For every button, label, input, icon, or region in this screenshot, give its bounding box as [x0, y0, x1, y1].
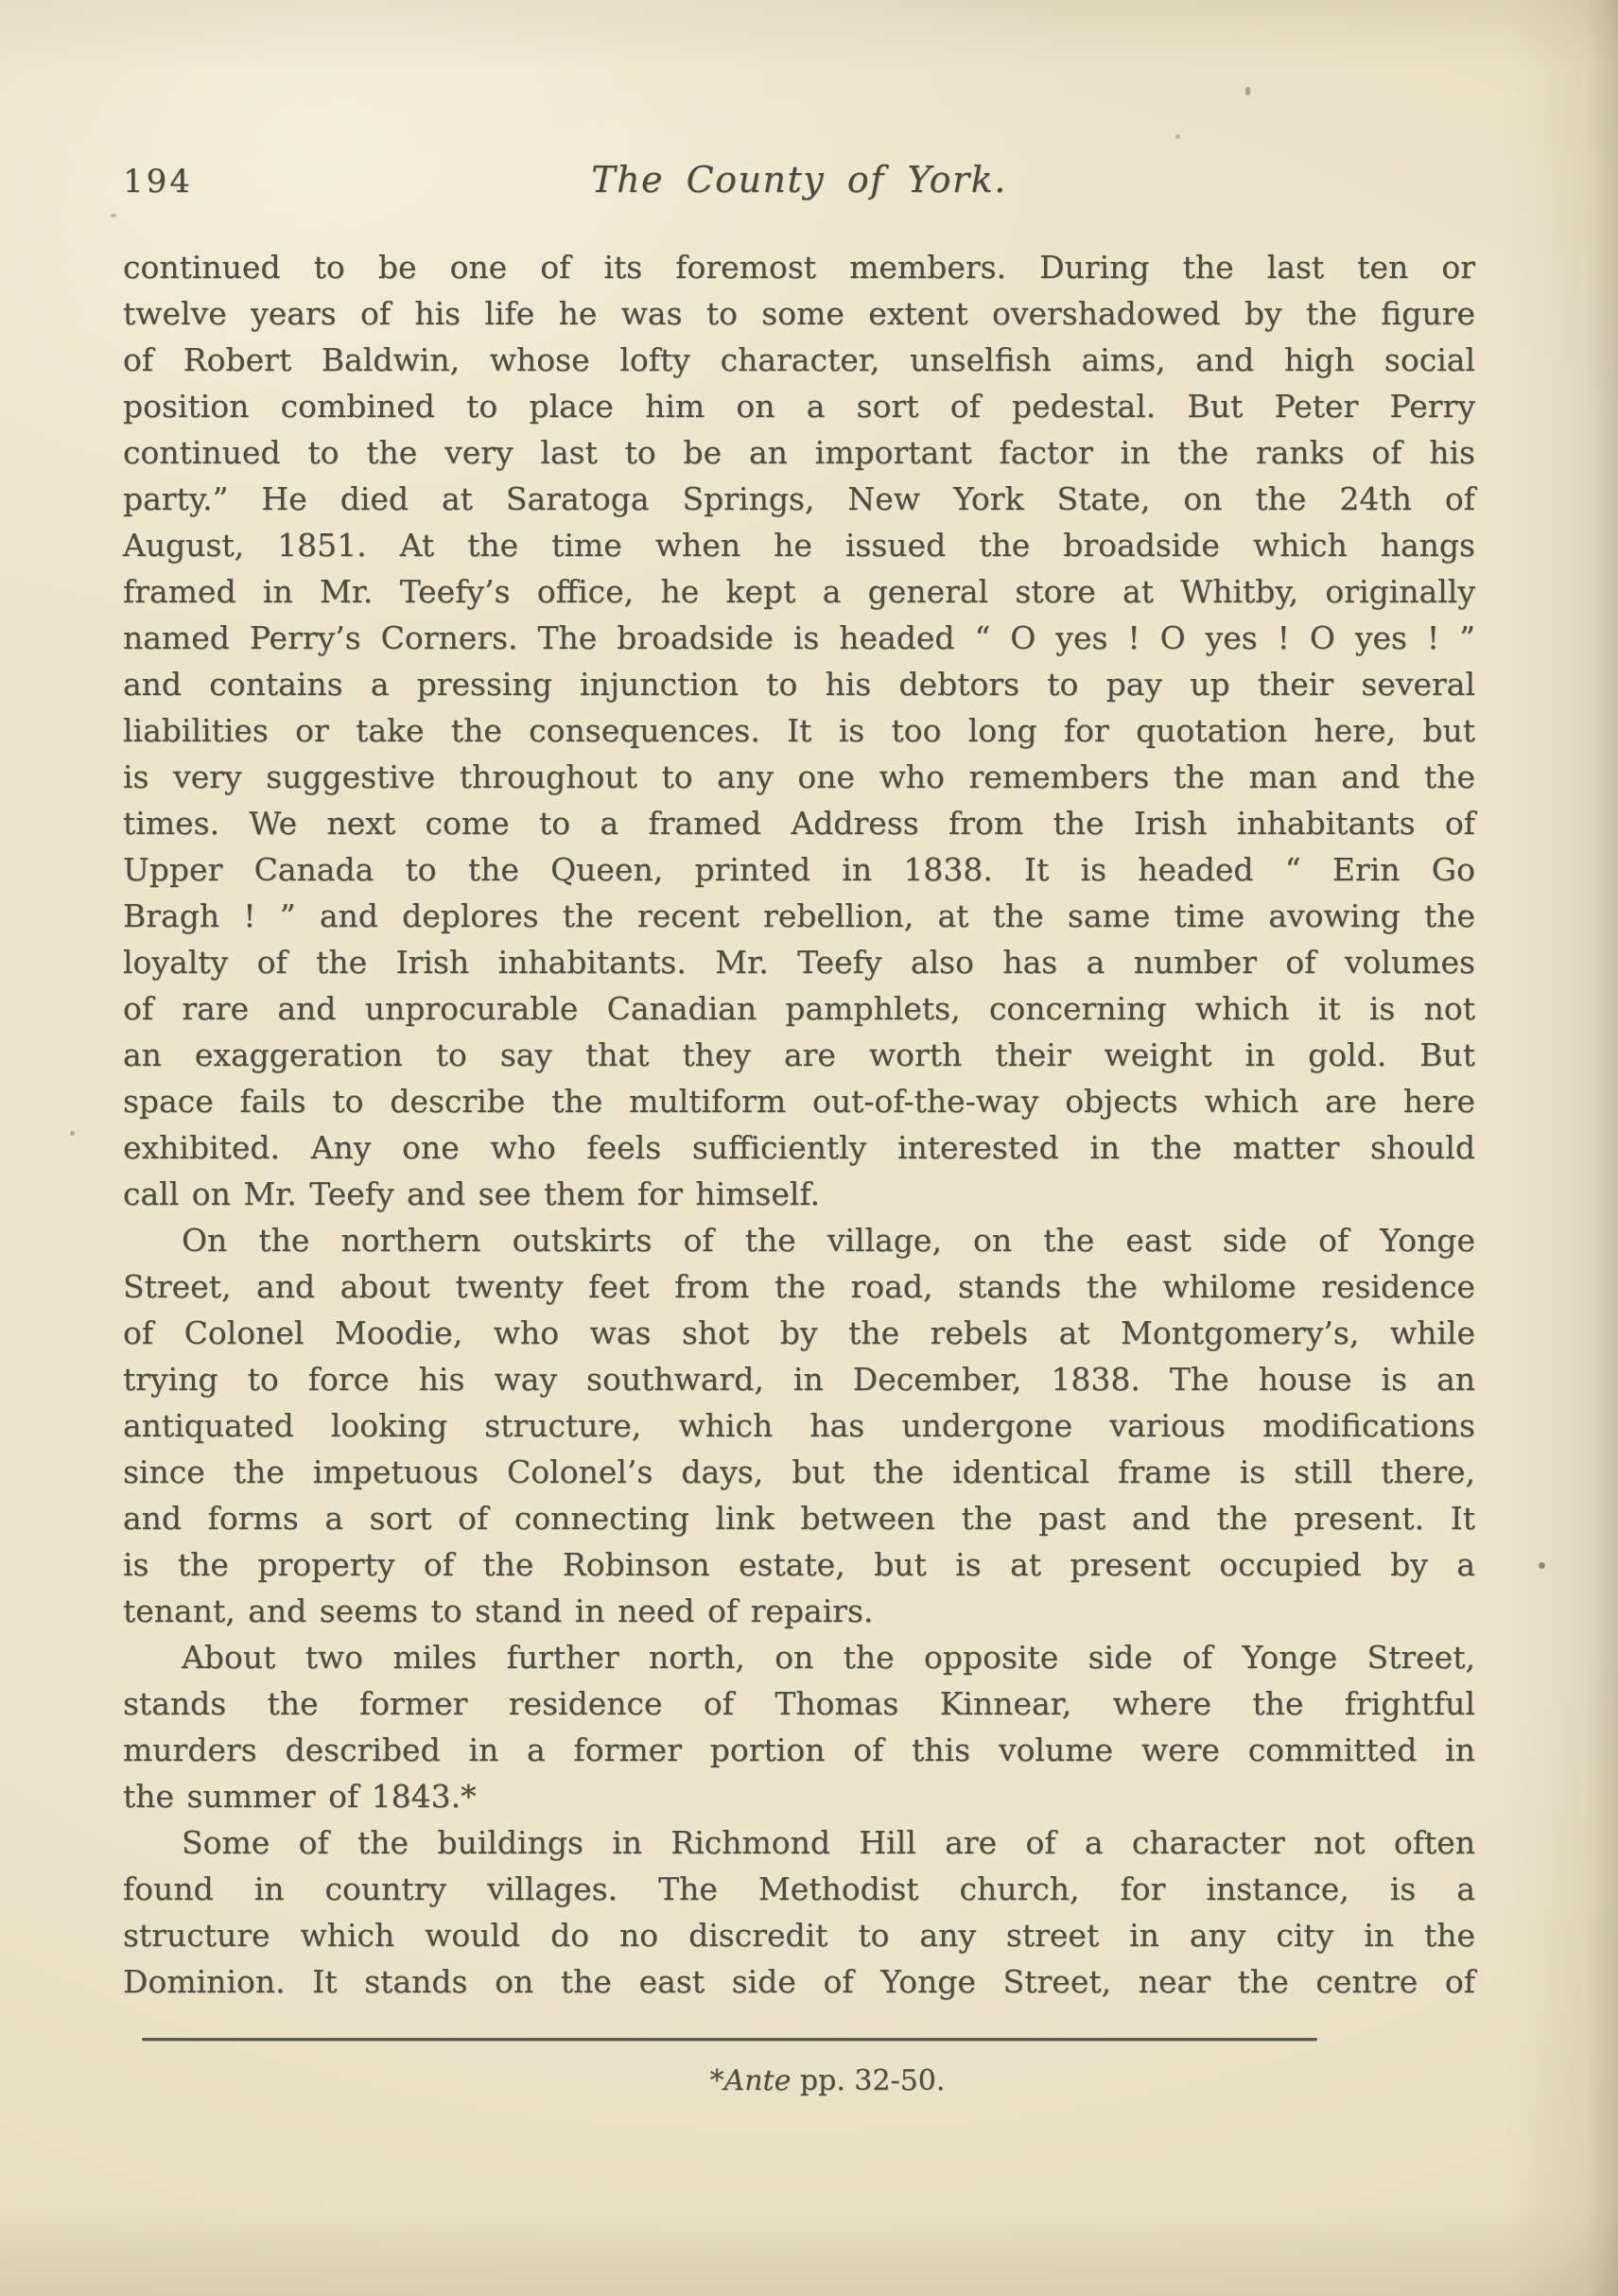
page-number: 194	[123, 163, 193, 200]
text-line: About two miles further north, on the opposite side of Yonge Street,	[182, 1639, 1475, 1676]
paragraph	[123, 1217, 1475, 1634]
text-line: twelve years of his life he was to some extent overshadowed by the figure	[123, 295, 1475, 332]
text-line: continued to the very last to be an important factor in the ranks of his	[123, 434, 1475, 471]
text-line: On the northern outskirts of the village, on the east side of Yonge	[182, 1222, 1475, 1259]
text-line: Some of the buildings in Richmond Hill are of a character not often	[182, 1824, 1475, 1861]
text-line: of Colonel Moodie, who was shot by the rebels at Montgomery’s, while	[123, 1314, 1475, 1351]
scan-speck	[1245, 87, 1250, 96]
text-line: exhibited. Any one who feels sufficiently interested in the matter should	[123, 1129, 1475, 1166]
running-title: The County of York.	[591, 159, 1007, 200]
paragraph	[123, 1634, 1475, 1819]
text-line: stands the former residence of Thomas Kinnear, where the frightful	[123, 1685, 1475, 1722]
text-line: the summer of 1843.*	[123, 1778, 477, 1815]
text-line: antiquated looking structure, which has undergone various modifications	[123, 1407, 1475, 1444]
text-line: trying to force his way southward, in December, 1838. The house is an	[123, 1361, 1475, 1398]
footnote-pages: pp. 32-50.	[799, 2064, 946, 2097]
text-line: murders described in a former portion of this volume were committed in	[123, 1731, 1475, 1768]
text-line: named Perry’s Corners. The broadside is headed “ O yes ! O yes ! O yes ! ”	[123, 619, 1475, 656]
text-line: tenant, and seems to stand in need of repairs.	[123, 1592, 874, 1629]
scan-speck	[70, 1131, 75, 1136]
text-line: and contains a pressing injunction to his debtors to pay up their several	[123, 666, 1475, 703]
footnote-source: Ante	[723, 2064, 792, 2097]
text-line: since the impetuous Colonel’s days, but the identical frame is still there,	[123, 1453, 1475, 1490]
page-header	[123, 159, 1475, 206]
text-line: an exaggeration to say that they are worth their weight in gold. But	[123, 1036, 1475, 1073]
text-line: is the property of the Robinson estate, but is at present occupied by a	[123, 1546, 1475, 1583]
scan-speck	[1539, 1562, 1545, 1569]
text-line: call on Mr. Teefy and see them for himself.	[123, 1175, 820, 1212]
paragraph	[123, 244, 1475, 1217]
text-line: Bragh ! ” and deplores the recent rebellion, at the same time avowing the	[123, 897, 1475, 934]
text-line: times. We next come to a framed Address from the Irish inhabitants of	[123, 805, 1475, 842]
text-line: Street, and about twenty feet from the road, stands the whilome residence	[123, 1268, 1475, 1305]
paragraph	[123, 1819, 1475, 2005]
text-line: continued to be one of its foremost members. During the last ten or	[123, 249, 1475, 286]
text-line: found in country villages. The Methodist church, for instance, is a	[123, 1870, 1475, 1907]
text-line: structure which would do no discredit to any street in any city in the	[123, 1917, 1475, 1954]
text-line: and forms a sort of connecting link between the past and the present. It	[123, 1500, 1475, 1537]
text-line: loyalty of the Irish inhabitants. Mr. Teefy also has a number of volumes	[123, 944, 1475, 981]
text-line: is very suggestive throughout to any one who remembers the man and the	[123, 758, 1475, 795]
text-line: of Robert Baldwin, whose lofty character, unselfish aims, and high social	[123, 341, 1475, 378]
scan-speck	[1461, 910, 1466, 914]
footnote-marker: *	[709, 2064, 724, 2097]
text-line: position combined to place him on a sort of pedestal. But Peter Perry	[123, 388, 1475, 425]
text-line: framed in Mr. Teefy’s office, he kept a general store at Whitby, originally	[123, 573, 1475, 610]
scan-speck	[1175, 134, 1180, 139]
page-body	[123, 244, 1475, 2005]
footnote	[151, 2064, 1504, 2097]
text-line: liabilities or take the consequences. It is too long for quotation here, but	[123, 712, 1475, 749]
text-line: August, 1851. At the time when he issued the broadside which hangs	[123, 527, 1475, 564]
text-line: space fails to describe the multiform out-of-the-way objects which are here	[123, 1083, 1475, 1120]
scan-speck	[111, 214, 116, 217]
text-line: Upper Canada to the Queen, printed in 1838. It is headed “ Erin Go	[123, 851, 1475, 888]
text-line: party.” He died at Saratoga Springs, New York State, on the 24th of	[123, 480, 1475, 517]
text-line: of rare and unprocurable Canadian pamphlets, concerning which it is not	[123, 990, 1475, 1027]
footnote-rule	[142, 2038, 1317, 2041]
text-line: Dominion. It stands on the east side of Yonge Street, near the centre of	[123, 1963, 1475, 2000]
